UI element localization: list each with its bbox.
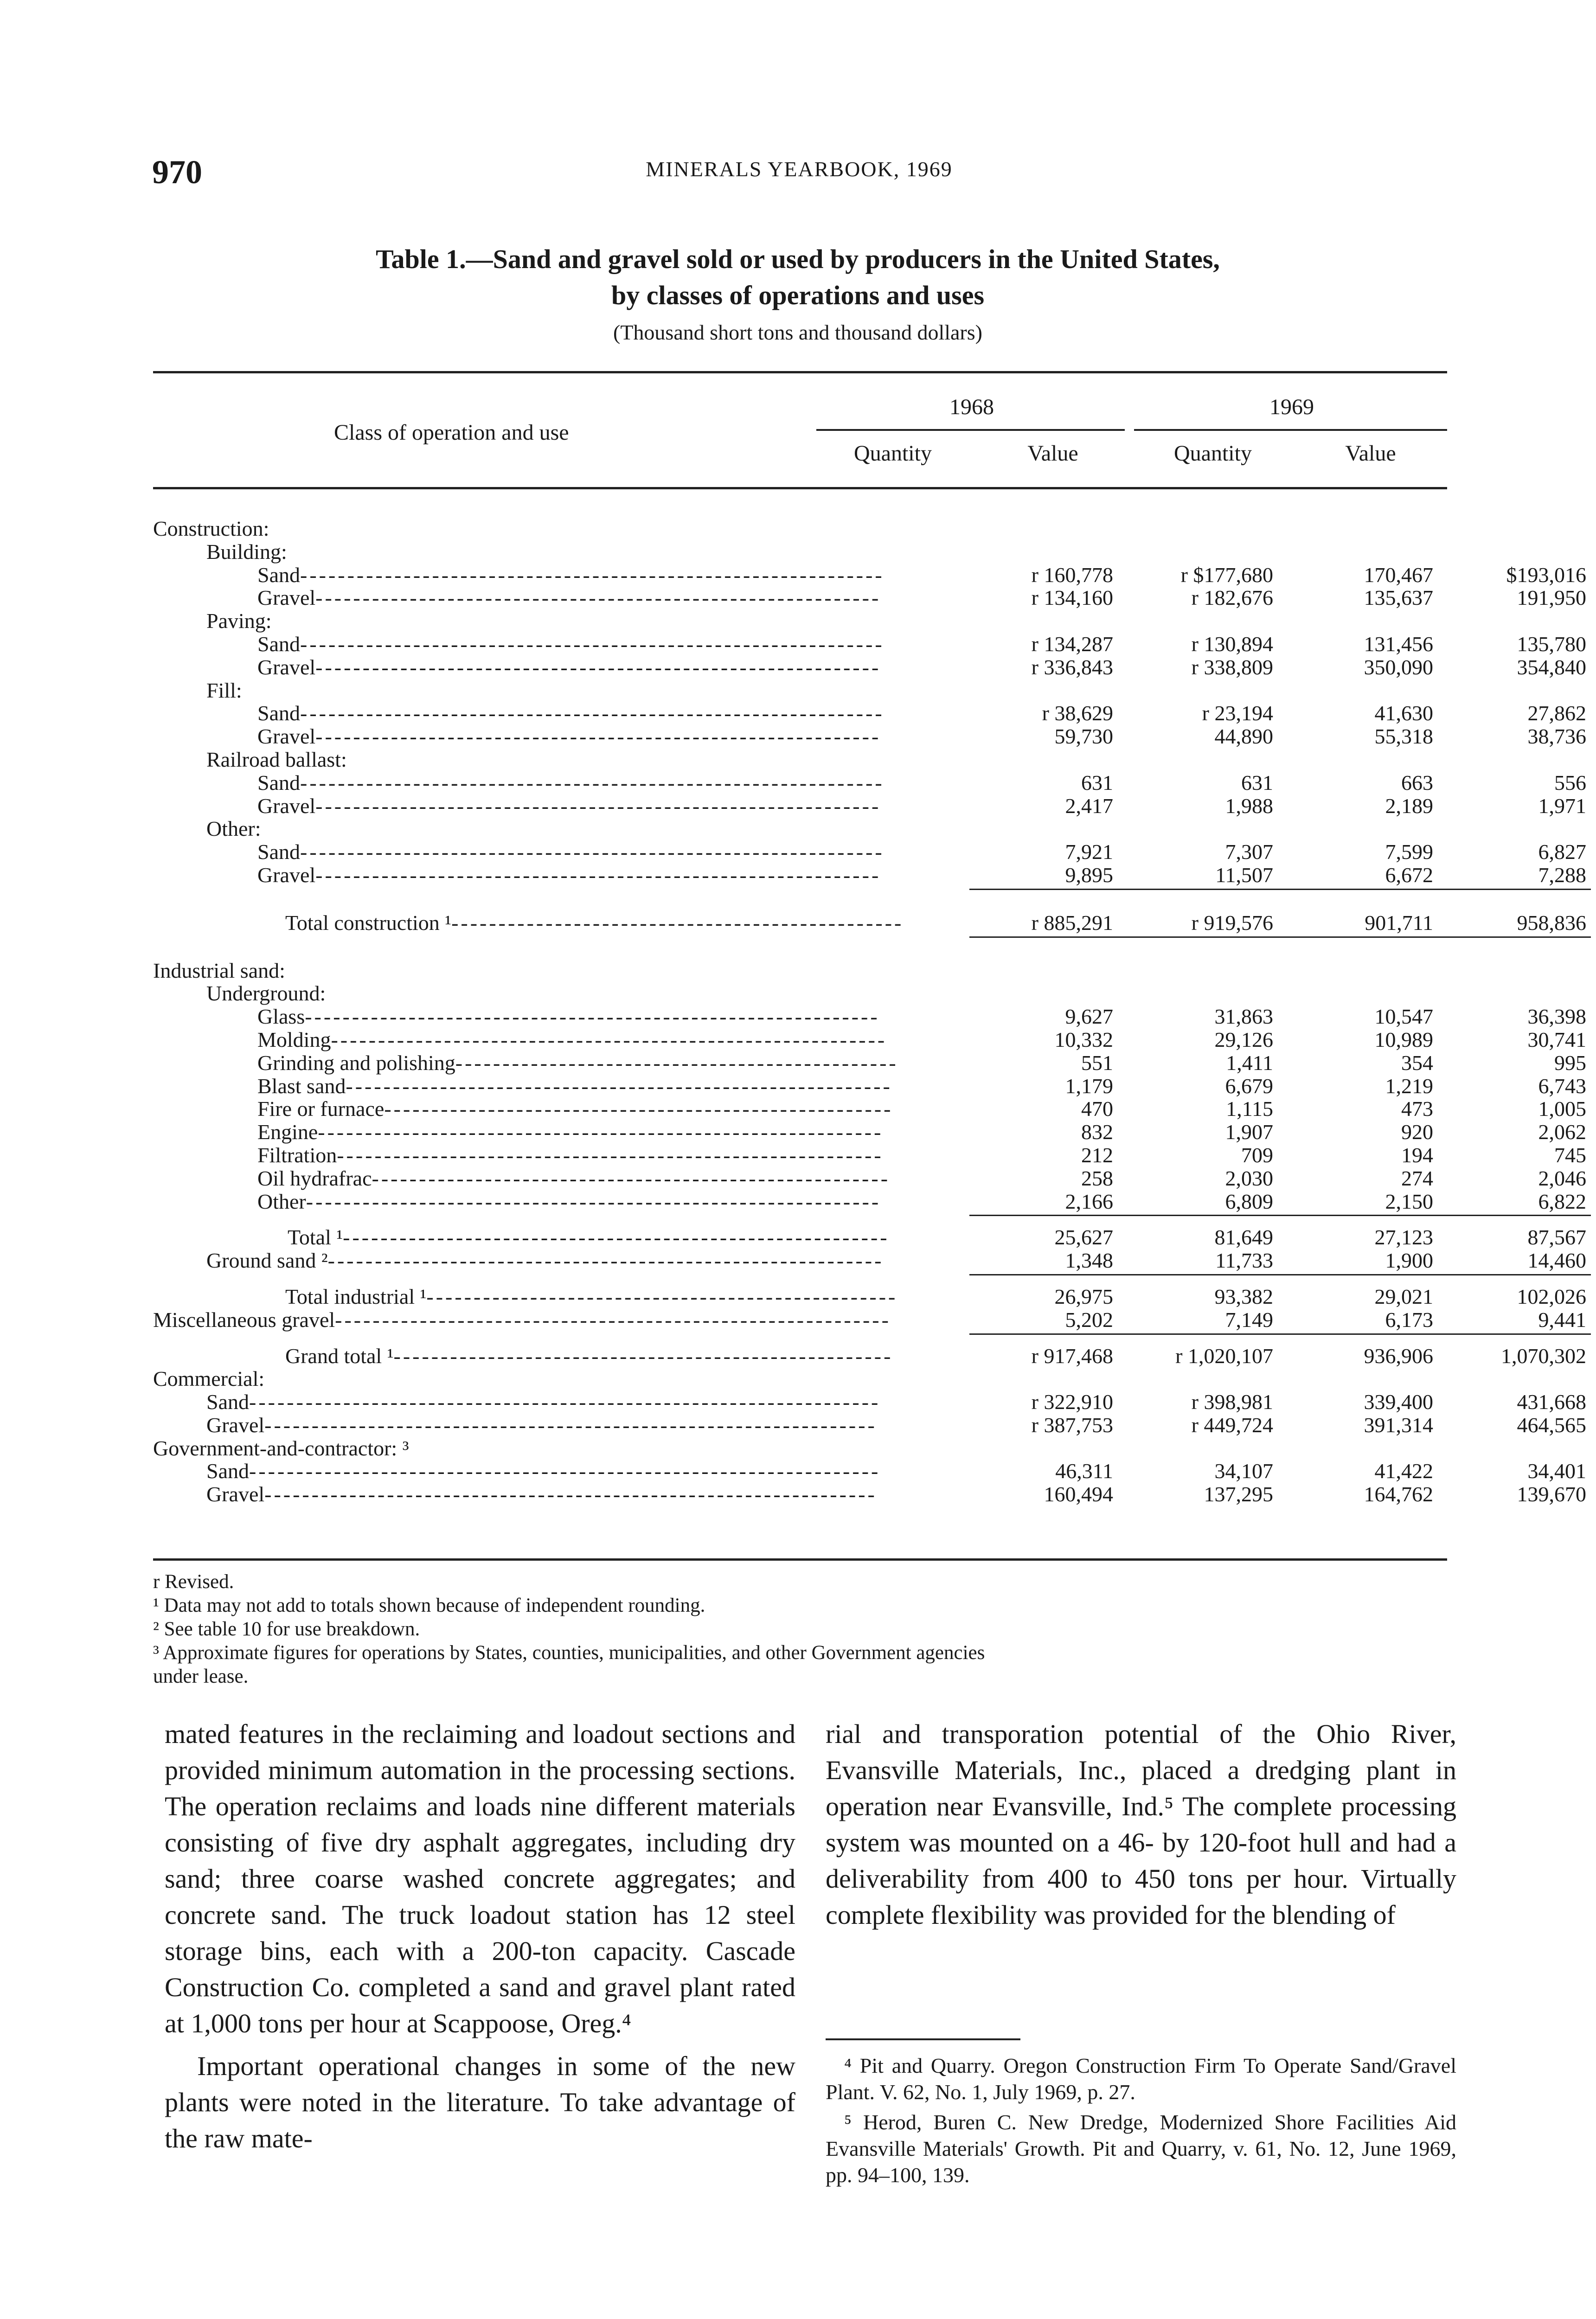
table-row [153, 959, 1447, 982]
cell-value-1968: 2,030 [1225, 1166, 1273, 1190]
footnote-1: ¹ Data may not add to totals shown because of independent rounding. [153, 1595, 705, 1616]
table-row [153, 770, 1586, 794]
cell-value-1969: 27,862 [1527, 701, 1586, 725]
cell-value-1968: 11,507 [1215, 863, 1273, 887]
table-caption-line1: Table 1.—Sand and gravel sold or used by producers in the United States, [376, 244, 1220, 274]
footnote-2: ² See table 10 for use breakdown. [153, 1618, 420, 1640]
footnote-separator [826, 2038, 1020, 2040]
row-label: Grand total ¹----------------------------------------------------- [285, 1344, 893, 1368]
row-label: Fill: [206, 678, 242, 702]
total-rule [969, 936, 1591, 938]
leader-dots: -------------------------------------------------------------- [300, 563, 885, 587]
row-label: Glass------------------------------------------------------------- [257, 1005, 880, 1029]
cell-value-1969: 745 [1554, 1143, 1586, 1167]
table-caption [232, 241, 1364, 314]
leader-dots: ---------------------------------------------------------- [337, 1143, 884, 1167]
cell-value-1968: 1,907 [1225, 1120, 1273, 1144]
cell-value-1969: 1,070,302 [1501, 1344, 1586, 1368]
table-row [153, 1307, 1586, 1332]
year-1969-header: 1969 [1269, 395, 1314, 419]
cell-value-1968: 44,890 [1214, 724, 1273, 749]
cell-quantity-1968: r 160,778 [1031, 563, 1113, 587]
table-row [153, 1459, 1586, 1483]
row-label: Gravel------------------------------------------------------------ [257, 586, 881, 610]
table-row [153, 701, 1586, 725]
cell-quantity-1969: 339,400 [1364, 1390, 1433, 1414]
cell-quantity-1969: 391,314 [1364, 1413, 1433, 1437]
table-row [153, 1390, 1586, 1414]
cell-quantity-1969: 55,318 [1374, 724, 1433, 749]
cell-quantity-1968: 1,348 [1065, 1249, 1113, 1273]
body-left-column [165, 1716, 795, 2163]
cell-quantity-1969: 10,989 [1374, 1027, 1433, 1051]
col-header-value-1968: Value [1027, 441, 1078, 466]
row-label: Sand-------------------------------------------------------------- [257, 770, 885, 794]
table-header-bottom-rule [153, 487, 1447, 489]
table-row [153, 982, 1447, 1005]
table-top-rule [153, 371, 1447, 373]
cell-quantity-1968: r 134,160 [1031, 586, 1113, 610]
cell-value-1968: 7,149 [1225, 1307, 1273, 1332]
cell-quantity-1969: 920 [1401, 1120, 1433, 1144]
row-label: Total industrial ¹-------------------------------------------------- [285, 1284, 898, 1308]
cell-value-1969: 14,460 [1527, 1249, 1586, 1273]
cell-quantity-1968: 9,627 [1065, 1005, 1113, 1029]
row-label: Oil hydrafrac------------------------------------------------------- [257, 1166, 891, 1190]
table-row [153, 1005, 1586, 1029]
year-1969-rule [1134, 429, 1447, 431]
cell-value-1968: r 23,194 [1202, 701, 1273, 725]
table-row [153, 794, 1586, 818]
body-footnote-4: ⁴ Pit and Quarry. Oregon Construction Firm To Operate Sand/Gravel Plant. V. 62, No. 1, July 1969, p. 27. [826, 2054, 1456, 2104]
cell-value-1968: r $177,680 [1180, 563, 1273, 587]
cell-value-1968: r 919,576 [1191, 910, 1273, 935]
footnote-3: ³ Approximate figures for operations by States, counties, municipalities, and other Government agencies [153, 1642, 985, 1664]
cell-value-1969: 34,401 [1527, 1459, 1586, 1483]
row-label: Gravel----------------------------------------------------------------- [206, 1482, 877, 1506]
footnote-3-continued: under lease. [153, 1666, 249, 1687]
cell-value-1968: 81,649 [1214, 1225, 1273, 1249]
table-row [153, 609, 1447, 633]
row-label: Total ¹---------------------------------------------------------- [288, 1225, 890, 1249]
cell-quantity-1968: 258 [1081, 1166, 1113, 1190]
cell-quantity-1968: r 134,287 [1031, 632, 1113, 656]
leader-dots: ------------------------------------------------------- [372, 1166, 891, 1190]
cell-value-1968: 1,988 [1225, 794, 1273, 818]
row-label: Construction: [153, 517, 269, 540]
cell-quantity-1968: 46,311 [1055, 1459, 1113, 1483]
cell-value-1968: r 182,676 [1191, 586, 1273, 610]
cell-quantity-1968: r 387,753 [1031, 1413, 1113, 1437]
table-row [153, 632, 1586, 656]
cell-quantity-1969: 164,762 [1364, 1482, 1433, 1506]
cell-quantity-1968: 160,494 [1044, 1482, 1113, 1506]
cell-quantity-1968: r 917,468 [1031, 1344, 1113, 1368]
col-header-value-1969: Value [1345, 441, 1396, 466]
leader-dots: ------------------------------------------------------------- [305, 1005, 880, 1029]
body-paragraph: mated features in the reclaiming and loadout sections and provided minimum automation in the processing sections. The operation reclaims and loads nine different materials consisting of five dry asphalt aggregates, including dry sand; three coarse washed concrete aggregates; and concrete sand. The truck loadout station has 12 steel storage bins, each with a 200-ton capacity. Cascade Construction Co. completed a sand and gravel plant rated at 1,000 tons per hour at Scappoose, Oreg.⁴ [165, 1719, 795, 2038]
stub-header: Class of operation and use [334, 420, 569, 445]
cell-value-1969: 135,780 [1517, 632, 1586, 656]
table-row [153, 748, 1447, 771]
body-paragraph: rial and transporation potential of the Ohio River, Evansville Materials, Inc., placed a dredging plant in operation near Evansville, Ind.⁵ The complete processing system was mounted on a 46- by 120-foot hull and had a deliverability from 400 to 450 tons per hour. Virtually complete flexibility was provided for the blending of [826, 1719, 1456, 1930]
row-label: Industrial sand: [153, 958, 285, 982]
row-label: Railroad ballast: [206, 747, 347, 771]
cell-value-1968: r 449,724 [1191, 1413, 1273, 1437]
leader-dots: ---------------------------------------------------------- [343, 1225, 890, 1249]
cell-quantity-1969: 663 [1401, 770, 1433, 794]
cell-quantity-1968: 832 [1081, 1120, 1113, 1144]
cell-quantity-1968: r 322,910 [1031, 1390, 1113, 1414]
leader-dots: ------------------------------------------------------------ [315, 586, 881, 610]
table-row [153, 910, 1586, 935]
cell-value-1969: 2,046 [1538, 1166, 1586, 1190]
cell-value-1969: 87,567 [1527, 1225, 1586, 1249]
cell-value-1969: 1,005 [1538, 1097, 1586, 1121]
cell-value-1969: 6,827 [1538, 840, 1586, 864]
cell-quantity-1968: 2,166 [1065, 1189, 1113, 1213]
leader-dots: ----------------------------------------------- [455, 1051, 898, 1075]
cell-value-1969: 995 [1554, 1051, 1586, 1075]
cell-quantity-1969: 41,422 [1374, 1459, 1433, 1483]
cell-quantity-1968: 470 [1081, 1097, 1113, 1121]
cell-value-1969: 958,836 [1517, 910, 1586, 935]
cell-value-1968: r 338,809 [1191, 655, 1273, 679]
table-row [153, 1367, 1447, 1390]
total-rule [969, 889, 1591, 890]
row-label: Gravel------------------------------------------------------------ [257, 655, 881, 679]
table-row [153, 817, 1447, 840]
row-label: Sand------------------------------------------------------------------- [206, 1459, 881, 1483]
leader-dots: -------------------------------------------------------------- [300, 770, 885, 794]
cell-quantity-1969: 10,547 [1374, 1005, 1433, 1029]
cell-quantity-1968: 7,921 [1065, 840, 1113, 864]
body-right-column [826, 1716, 1456, 1940]
table-row [153, 1413, 1586, 1437]
table-subtitle: (Thousand short tons and thousand dollars) [613, 320, 982, 344]
cell-value-1968: 34,107 [1214, 1459, 1273, 1483]
cell-quantity-1969: 170,467 [1364, 563, 1433, 587]
cell-value-1968: 6,809 [1225, 1189, 1273, 1213]
leader-dots: -------------------------------------------------------------- [300, 632, 885, 656]
cell-value-1968: 1,115 [1226, 1097, 1273, 1121]
table-row [153, 679, 1447, 702]
cell-quantity-1969: 274 [1401, 1166, 1433, 1190]
total-rule [969, 1274, 1591, 1275]
cell-quantity-1968: 1,179 [1065, 1074, 1113, 1098]
cell-value-1968: 7,307 [1225, 840, 1273, 864]
cell-value-1969: 2,062 [1538, 1120, 1586, 1144]
table-row [153, 1074, 1586, 1098]
row-label: Grinding and polishing----------------------------------------------- [257, 1051, 898, 1075]
cell-quantity-1969: 901,711 [1365, 910, 1433, 935]
table-row [153, 540, 1447, 564]
table-row [153, 1097, 1586, 1121]
cell-quantity-1969: 2,150 [1385, 1189, 1433, 1213]
leader-dots: -------------------------------------------------- [426, 1284, 898, 1308]
cell-quantity-1968: r 336,843 [1031, 655, 1113, 679]
leader-dots: ----------------------------------------------------- [393, 1344, 893, 1368]
cell-quantity-1969: 131,456 [1364, 632, 1433, 656]
cell-quantity-1969: 473 [1401, 1097, 1433, 1121]
table-row [153, 1143, 1586, 1167]
table-row [153, 655, 1586, 679]
leader-dots: ------------------------------------------------------------ [318, 1120, 884, 1144]
cell-quantity-1969: 7,599 [1385, 840, 1433, 864]
cell-value-1969: 431,668 [1517, 1390, 1586, 1414]
leader-dots: ------------------------------------------------------ [384, 1097, 893, 1121]
footnote-revised: r Revised. [153, 1571, 234, 1593]
row-label: Other: [206, 817, 261, 841]
cell-value-1969: 30,741 [1527, 1027, 1586, 1051]
table-row [153, 1051, 1586, 1075]
cell-quantity-1968: 631 [1081, 770, 1113, 794]
row-spacer [153, 890, 1447, 911]
cell-quantity-1968: 5,202 [1065, 1307, 1113, 1332]
table-row [153, 1189, 1586, 1213]
row-label: Ground sand ²----------------------------------------------------------- [206, 1249, 884, 1273]
cell-quantity-1969: 6,173 [1385, 1307, 1433, 1332]
cell-value-1969: 102,026 [1517, 1284, 1586, 1308]
table-row [153, 1284, 1586, 1308]
cell-value-1969: 36,398 [1527, 1005, 1586, 1029]
table-row [153, 1120, 1586, 1144]
cell-value-1968: 6,679 [1225, 1074, 1273, 1098]
cell-quantity-1968: 59,730 [1054, 724, 1113, 749]
table-row [153, 1344, 1586, 1368]
cell-quantity-1969: 354 [1401, 1051, 1433, 1075]
cell-value-1968: 631 [1241, 770, 1273, 794]
cell-quantity-1969: 27,123 [1374, 1225, 1433, 1249]
cell-value-1968: 31,863 [1214, 1005, 1273, 1029]
cell-value-1969: 556 [1554, 770, 1586, 794]
cell-quantity-1969: 2,189 [1385, 794, 1433, 818]
cell-value-1969: 9,441 [1538, 1307, 1586, 1332]
row-spacer [153, 1217, 1447, 1226]
cell-value-1968: 1,411 [1226, 1051, 1273, 1075]
row-label: Gravel------------------------------------------------------------ [257, 724, 881, 749]
cell-value-1968: 11,733 [1215, 1249, 1273, 1273]
table-body [153, 517, 1586, 1506]
total-rule [969, 1333, 1591, 1335]
leader-dots: ----------------------------------------------------------- [331, 1027, 887, 1051]
table-row [153, 1437, 1447, 1460]
row-label: Sand-------------------------------------------------------------- [257, 632, 885, 656]
table-bottom-rule [153, 1558, 1447, 1561]
body-footnote-5: ⁵ Herod, Buren C. New Dredge, Modernized Shore Facilities Aid Evansville Materials' Growth. Pit and Quarry, v. 61, No. 12, June 1969, pp. 94–100, 139. [826, 2110, 1456, 2187]
cell-value-1969: 6,822 [1538, 1189, 1586, 1213]
cell-value-1969: 464,565 [1517, 1413, 1586, 1437]
cell-quantity-1969: 41,630 [1374, 701, 1433, 725]
leader-dots: ----------------------------------------------------------- [327, 1249, 884, 1273]
leader-dots: ------------------------------------------------------------ [315, 863, 881, 887]
row-label: Commercial: [153, 1367, 265, 1391]
cell-value-1969: 354,840 [1517, 655, 1586, 679]
cell-quantity-1968: 10,332 [1054, 1027, 1113, 1051]
leader-dots: ----------------------------------------------------------- [335, 1307, 891, 1332]
cell-value-1969: 1,971 [1538, 794, 1586, 818]
cell-quantity-1969: 194 [1401, 1143, 1433, 1167]
running-title: MINERALS YEARBOOK, 1969 [646, 157, 953, 181]
row-label: Sand------------------------------------------------------------------- [206, 1390, 881, 1414]
table-caption-line2: by classes of operations and uses [611, 280, 985, 310]
row-label: Gravel------------------------------------------------------------ [257, 863, 881, 887]
cell-quantity-1968: 2,417 [1065, 794, 1113, 818]
table-row [153, 1482, 1586, 1506]
cell-value-1968: r 398,981 [1191, 1390, 1273, 1414]
cell-quantity-1968: 551 [1081, 1051, 1113, 1075]
leader-dots: ---------------------------------------------------------- [346, 1074, 892, 1098]
table-row [153, 517, 1447, 540]
leader-dots: ----------------------------------------------------------------- [264, 1482, 877, 1506]
col-header-quantity-1968: Quantity [854, 441, 932, 466]
row-label: Underground: [206, 981, 326, 1006]
cell-quantity-1968: 9,895 [1065, 863, 1113, 887]
table-row [153, 1225, 1586, 1249]
leader-dots: ------------------------------------------------------------- [306, 1189, 881, 1213]
cell-value-1968: 709 [1241, 1143, 1273, 1167]
row-label: Other------------------------------------------------------------- [257, 1189, 881, 1213]
row-label: Sand-------------------------------------------------------------- [257, 840, 885, 864]
row-label: Molding----------------------------------------------------------- [257, 1027, 887, 1051]
year-1968-rule [816, 429, 1125, 431]
row-spacer [153, 1335, 1447, 1345]
cell-value-1968: 93,382 [1214, 1284, 1273, 1308]
leader-dots: ------------------------------------------------------------------- [249, 1390, 881, 1414]
row-label: Blast sand---------------------------------------------------------- [257, 1074, 892, 1098]
cell-value-1969: 6,743 [1538, 1074, 1586, 1098]
row-label: Gravel------------------------------------------------------------ [257, 794, 881, 818]
leader-dots: ------------------------------------------------ [451, 910, 904, 935]
row-label: Filtration---------------------------------------------------------- [257, 1143, 884, 1167]
table-row [153, 563, 1586, 587]
cell-value-1968: 29,126 [1214, 1027, 1273, 1051]
row-label: Total construction ¹------------------------------------------------ [285, 910, 904, 935]
cell-value-1968: r 1,020,107 [1175, 1344, 1273, 1368]
cell-quantity-1969: 1,219 [1385, 1074, 1433, 1098]
cell-value-1968: r 130,894 [1191, 632, 1273, 656]
table-row [153, 724, 1586, 749]
cell-quantity-1968: r 885,291 [1031, 910, 1113, 935]
leader-dots: ------------------------------------------------------------ [315, 724, 881, 749]
row-label: Sand-------------------------------------------------------------- [257, 701, 885, 725]
leader-dots: -------------------------------------------------------------- [300, 701, 885, 725]
cell-value-1969: 7,288 [1538, 863, 1586, 887]
cell-quantity-1969: 135,637 [1364, 586, 1433, 610]
row-label: Government-and-contractor: ³ [153, 1436, 409, 1460]
cell-value-1969: 139,670 [1517, 1482, 1586, 1506]
leader-dots: ----------------------------------------------------------------- [264, 1413, 877, 1437]
year-1968-header: 1968 [949, 395, 994, 419]
row-label: Paving: [206, 609, 272, 633]
table-row [153, 586, 1586, 610]
cell-quantity-1968: 25,627 [1054, 1225, 1113, 1249]
table-row [153, 1166, 1586, 1190]
row-label: Gravel----------------------------------------------------------------- [206, 1413, 877, 1437]
table-row [153, 863, 1586, 887]
cell-quantity-1969: 1,900 [1385, 1249, 1433, 1273]
cell-value-1969: 191,950 [1517, 586, 1586, 610]
cell-quantity-1968: r 38,629 [1042, 701, 1113, 725]
cell-quantity-1969: 936,906 [1364, 1344, 1433, 1368]
cell-value-1969: $193,016 [1506, 563, 1586, 587]
cell-quantity-1969: 29,021 [1374, 1284, 1433, 1308]
cell-quantity-1968: 212 [1081, 1143, 1113, 1167]
total-rule [969, 1215, 1591, 1216]
table-row [153, 1027, 1586, 1051]
cell-value-1968: 137,295 [1204, 1482, 1273, 1506]
table-row [153, 840, 1586, 864]
row-label: Fire or furnace------------------------------------------------------ [257, 1097, 893, 1121]
page-number: 970 [152, 154, 202, 191]
leader-dots: ------------------------------------------------------------ [315, 794, 881, 818]
row-label: Building: [206, 539, 287, 564]
leader-dots: -------------------------------------------------------------- [300, 840, 885, 864]
row-label: Miscellaneous gravel----------------------------------------------------------- [153, 1307, 891, 1332]
cell-value-1969: 38,736 [1527, 724, 1586, 749]
body-paragraph: Important operational changes in some of the new plants were noted in the literature. To take advantage of the raw mate- [165, 2051, 795, 2153]
leader-dots: ------------------------------------------------------------------- [249, 1459, 881, 1483]
row-spacer [153, 1276, 1447, 1285]
cell-quantity-1968: 26,975 [1054, 1284, 1113, 1308]
col-header-quantity-1969: Quantity [1174, 441, 1252, 466]
row-spacer [153, 938, 1447, 959]
row-label: Engine------------------------------------------------------------ [257, 1120, 884, 1144]
row-label: Sand-------------------------------------------------------------- [257, 563, 885, 587]
page-header [152, 153, 1446, 195]
table-footnotes [153, 1570, 1447, 1688]
leader-dots: ------------------------------------------------------------ [315, 655, 881, 679]
cell-quantity-1969: 6,672 [1385, 863, 1433, 887]
cell-quantity-1969: 350,090 [1364, 655, 1433, 679]
body-footnotes [826, 2052, 1456, 2192]
table-row [153, 1249, 1586, 1273]
